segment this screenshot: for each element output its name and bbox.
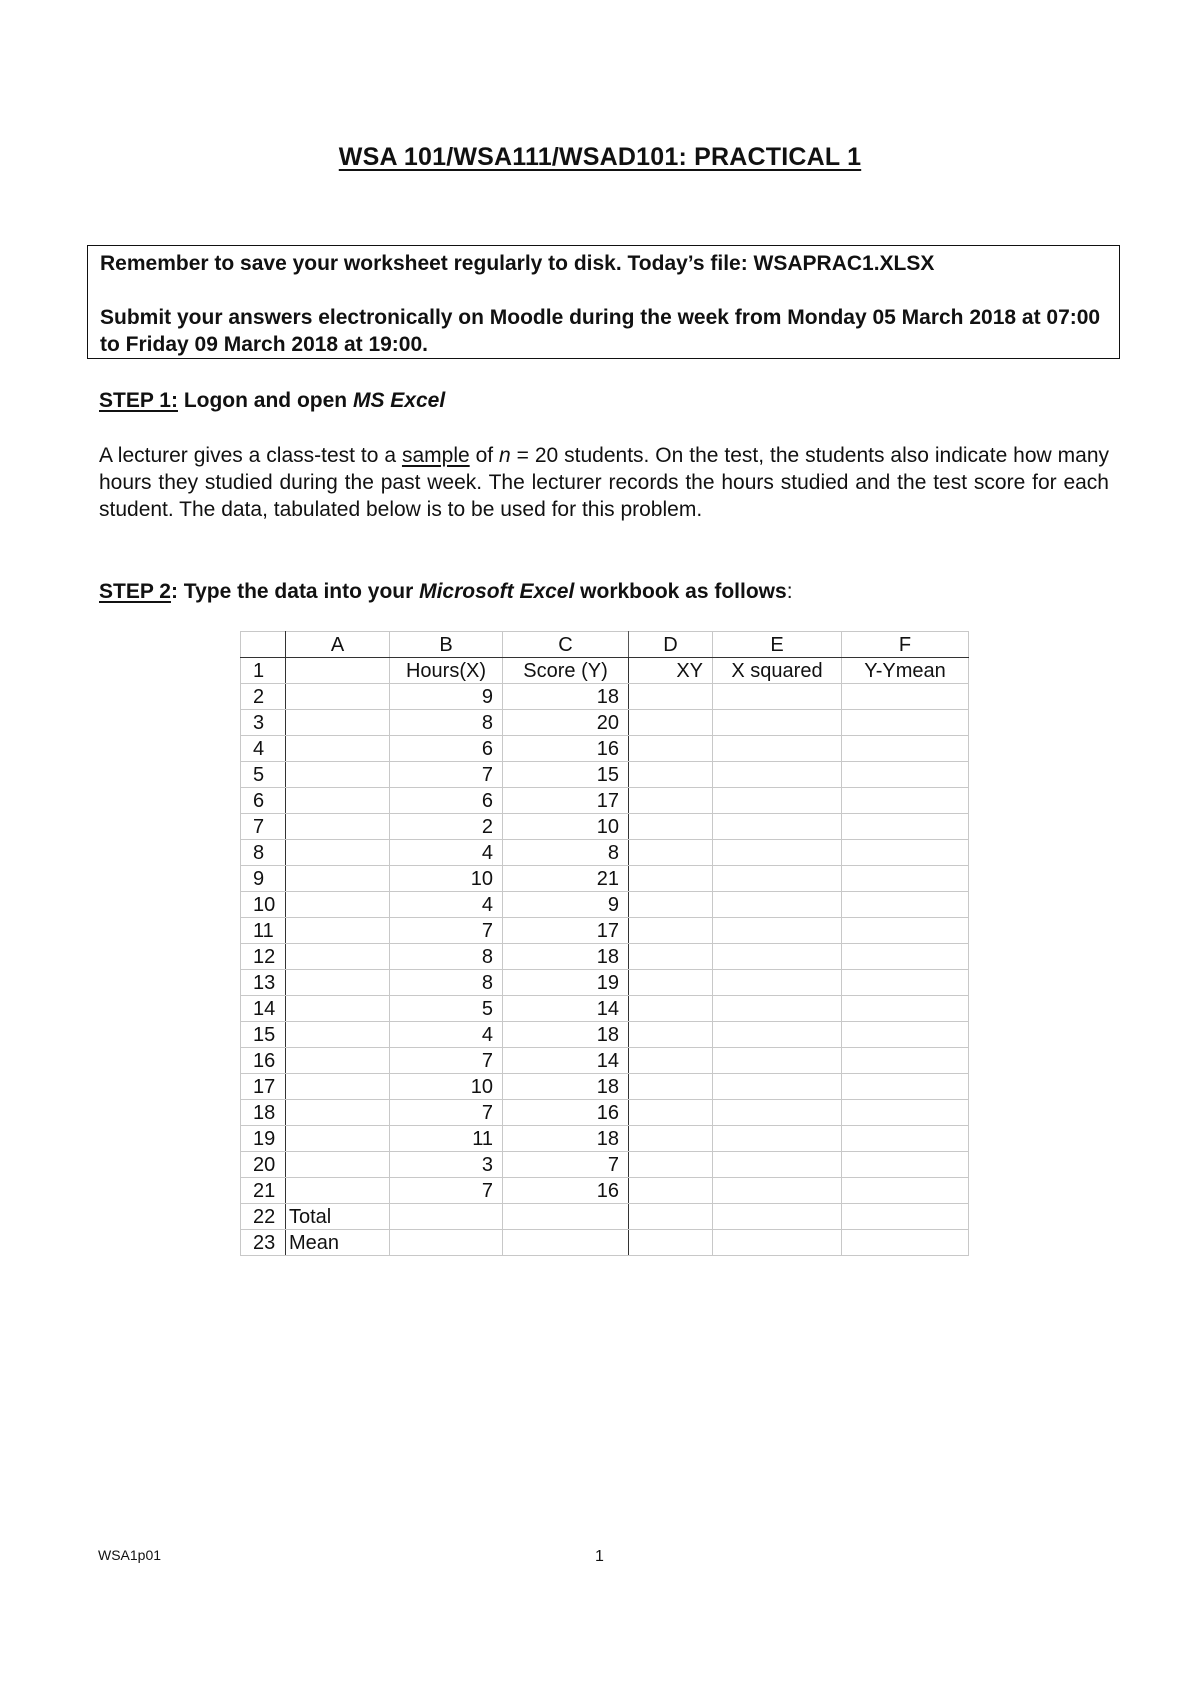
- row-number: 1: [241, 658, 286, 684]
- cell-hours: 3: [390, 1152, 503, 1178]
- cell-x-squared: [713, 814, 842, 840]
- row-number: 8: [241, 840, 286, 866]
- table-row: [241, 1178, 969, 1204]
- row-number: 15: [241, 1022, 286, 1048]
- header-hours: Hours(X): [390, 658, 503, 684]
- n-symbol: n: [499, 444, 511, 467]
- cell-xy: [629, 1100, 713, 1126]
- cell-y-ymean: [842, 814, 969, 840]
- cell-score: [503, 1230, 629, 1256]
- step-1-text: Logon and open: [183, 389, 353, 412]
- submission-instructions: Submit your answers electronically on Moodle during the week from Monday 05 March 2018 at 07:00 to Friday 09 March 2018 at 19:00.: [100, 306, 1101, 356]
- cell-y-ymean: [842, 788, 969, 814]
- cell-xy: [629, 944, 713, 970]
- cell-a: [286, 944, 390, 970]
- cell-x-squared: [713, 1230, 842, 1256]
- cell-a: [286, 996, 390, 1022]
- cell-x-squared: [713, 996, 842, 1022]
- cell-x-squared: [713, 762, 842, 788]
- column-letter: D: [629, 632, 713, 658]
- header-x-squared: X squared: [713, 658, 842, 684]
- cell-score: 9: [503, 892, 629, 918]
- table-row: [241, 788, 969, 814]
- cell-a: [286, 710, 390, 736]
- row-number: 2: [241, 684, 286, 710]
- cell-y-ymean: [842, 1230, 969, 1256]
- cell-x-squared: [713, 1100, 842, 1126]
- step-1-heading: [99, 387, 445, 414]
- cell-y-ymean: [842, 684, 969, 710]
- cell-a: [286, 1100, 390, 1126]
- column-letter: F: [842, 632, 969, 658]
- row-number: 4: [241, 736, 286, 762]
- cell-hours: 7: [390, 918, 503, 944]
- cell-x-squared: [713, 1126, 842, 1152]
- cell-y-ymean: [842, 918, 969, 944]
- table-row: [241, 1100, 969, 1126]
- cell-hours: 4: [390, 892, 503, 918]
- cell-score: 18: [503, 1022, 629, 1048]
- cell-a: [286, 1022, 390, 1048]
- submission-notice-box: [87, 245, 1120, 359]
- summary-label: Mean: [286, 1230, 390, 1256]
- cell-a: [286, 762, 390, 788]
- cell-xy: [629, 996, 713, 1022]
- row-number: 19: [241, 1126, 286, 1152]
- sample-term: sample: [401, 444, 470, 467]
- cell-xy: [629, 684, 713, 710]
- cell-x-squared: [713, 1022, 842, 1048]
- corner-cell: [241, 632, 286, 658]
- header-xy: XY: [629, 658, 713, 684]
- cell-xy: [629, 1048, 713, 1074]
- cell-y-ymean: [842, 1126, 969, 1152]
- cell-score: 17: [503, 788, 629, 814]
- cell-hours: 4: [390, 1022, 503, 1048]
- document-code: WSA1p01: [98, 1547, 162, 1563]
- problem-description: A lecturer gives a class-test to a sample of n = 20 students. On the test, the students also indicate how many hours they studied during the past week. The lecturer records the hours studied and the test score for each student. The data, tabulated below is to be used for this problem.: [99, 444, 1109, 521]
- cell-x-squared: [713, 1048, 842, 1074]
- cell-x-squared: [713, 1204, 842, 1230]
- cell-y-ymean: [842, 892, 969, 918]
- cell-xy: [629, 892, 713, 918]
- cell-hours: 9: [390, 684, 503, 710]
- row-number: 21: [241, 1178, 286, 1204]
- cell-y-ymean: [842, 970, 969, 996]
- cell-score: 19: [503, 970, 629, 996]
- row-number: 22: [241, 1204, 286, 1230]
- cell-hours: 11: [390, 1126, 503, 1152]
- row-number: 11: [241, 918, 286, 944]
- cell-xy: [629, 1230, 713, 1256]
- cell-a: [286, 1126, 390, 1152]
- step-1-label: STEP 1:: [99, 389, 178, 412]
- table-row: [241, 996, 969, 1022]
- step-1-app: MS Excel: [352, 389, 446, 412]
- cell-xy: [629, 918, 713, 944]
- cell-score: 18: [503, 684, 629, 710]
- row-number: 20: [241, 1152, 286, 1178]
- cell-a: [286, 1178, 390, 1204]
- row-number: 17: [241, 1074, 286, 1100]
- cell-score: 14: [503, 996, 629, 1022]
- cell-a: [286, 788, 390, 814]
- row-number: 16: [241, 1048, 286, 1074]
- cell-xy: [629, 1178, 713, 1204]
- cell-y-ymean: [842, 1178, 969, 1204]
- row-number: 14: [241, 996, 286, 1022]
- cell-a: [286, 970, 390, 996]
- cell-hours: 5: [390, 996, 503, 1022]
- cell-x-squared: [713, 684, 842, 710]
- cell-y-ymean: [842, 710, 969, 736]
- cell-score: 20: [503, 710, 629, 736]
- row-number: 3: [241, 710, 286, 736]
- table-row: [241, 814, 969, 840]
- cell-xy: [629, 710, 713, 736]
- cell-score: 18: [503, 1126, 629, 1152]
- page-number: 1: [595, 1548, 604, 1565]
- table-row: [241, 736, 969, 762]
- cell-x-squared: [713, 1178, 842, 1204]
- table-row: [241, 1074, 969, 1100]
- cell-x-squared: [713, 840, 842, 866]
- row-number: 5: [241, 762, 286, 788]
- table-row: [241, 684, 969, 710]
- header-y-ymean: Y-Ymean: [842, 658, 969, 684]
- cell-x-squared: [713, 918, 842, 944]
- cell-xy: [629, 1204, 713, 1230]
- cell-x-squared: [713, 970, 842, 996]
- cell-hours: 7: [390, 1100, 503, 1126]
- row-number: 7: [241, 814, 286, 840]
- cell-xy: [629, 1074, 713, 1100]
- cell-y-ymean: [842, 1022, 969, 1048]
- cell-hours: 7: [390, 1048, 503, 1074]
- summary-row: [241, 1230, 969, 1256]
- cell-hours: 7: [390, 762, 503, 788]
- cell-y-ymean: [842, 1152, 969, 1178]
- step-2-app: Microsoft Excel: [419, 580, 575, 603]
- row-number: 9: [241, 866, 286, 892]
- cell-score: 17: [503, 918, 629, 944]
- row-number: 13: [241, 970, 286, 996]
- cell-y-ymean: [842, 1048, 969, 1074]
- row-number: 18: [241, 1100, 286, 1126]
- cell-xy: [629, 736, 713, 762]
- cell-score: 7: [503, 1152, 629, 1178]
- cell-xy: [629, 970, 713, 996]
- cell-hours: 6: [390, 736, 503, 762]
- cell-a: [286, 892, 390, 918]
- cell-xy: [629, 1152, 713, 1178]
- cell-xy: [629, 762, 713, 788]
- table-row: [241, 1048, 969, 1074]
- save-reminder: Remember to save your worksheet regularly to disk. Today’s file: WSAPRAC1.XLSX: [100, 252, 935, 275]
- cell-hours: 10: [390, 866, 503, 892]
- cell-a: [286, 1152, 390, 1178]
- cell-xy: [629, 814, 713, 840]
- table-row: [241, 1022, 969, 1048]
- cell-score: 18: [503, 1074, 629, 1100]
- cell-score: [503, 1204, 629, 1230]
- spreadsheet-data-table: [240, 631, 969, 1256]
- cell-a: [286, 1048, 390, 1074]
- table-row: [241, 762, 969, 788]
- row-number: 12: [241, 944, 286, 970]
- cell-y-ymean: [842, 944, 969, 970]
- cell-hours: 4: [390, 840, 503, 866]
- cell-score: 15: [503, 762, 629, 788]
- cell-hours: 2: [390, 814, 503, 840]
- cell-xy: [629, 840, 713, 866]
- row-number: 23: [241, 1230, 286, 1256]
- column-letter-row: [241, 632, 969, 658]
- cell-a: [286, 840, 390, 866]
- cell-xy: [629, 788, 713, 814]
- cell-y-ymean: [842, 1074, 969, 1100]
- cell-y-ymean: [842, 1204, 969, 1230]
- cell-y-ymean: [842, 840, 969, 866]
- cell-score: 18: [503, 944, 629, 970]
- table-row: [241, 1152, 969, 1178]
- cell-xy: [629, 1022, 713, 1048]
- cell-a: [286, 684, 390, 710]
- cell-y-ymean: [842, 866, 969, 892]
- header-score: Score (Y): [503, 658, 629, 684]
- cell-x-squared: [713, 892, 842, 918]
- table-row: [241, 710, 969, 736]
- column-letter: C: [503, 632, 629, 658]
- row-number: 6: [241, 788, 286, 814]
- column-letter: A: [286, 632, 390, 658]
- cell-a: [286, 736, 390, 762]
- table-row: [241, 1126, 969, 1152]
- table-row: [241, 918, 969, 944]
- table-row: [241, 840, 969, 866]
- cell-hours: 8: [390, 970, 503, 996]
- step-2-label: STEP 2: [99, 580, 171, 603]
- cell-score: 10: [503, 814, 629, 840]
- summary-row: [241, 1204, 969, 1230]
- cell-xy: [629, 1126, 713, 1152]
- step-2-heading: STEP 2: Type the data into your Microsoft Excel workbook as follows:: [99, 580, 793, 603]
- cell-x-squared: [713, 866, 842, 892]
- cell-score: 16: [503, 1178, 629, 1204]
- cell-x-squared: [713, 944, 842, 970]
- cell-y-ymean: [842, 762, 969, 788]
- table-row: [241, 944, 969, 970]
- column-letter: B: [390, 632, 503, 658]
- cell-a: [286, 866, 390, 892]
- cell-x-squared: [713, 736, 842, 762]
- cell-hours: 10: [390, 1074, 503, 1100]
- cell-score: 14: [503, 1048, 629, 1074]
- cell-a: [286, 1074, 390, 1100]
- cell-x-squared: [713, 710, 842, 736]
- cell-score: 21: [503, 866, 629, 892]
- cell-hours: 7: [390, 1178, 503, 1204]
- cell-score: 8: [503, 840, 629, 866]
- summary-label: Total: [286, 1204, 390, 1230]
- cell-hours: [390, 1230, 503, 1256]
- cell-hours: 6: [390, 788, 503, 814]
- table-row: [241, 892, 969, 918]
- cell-score: 16: [503, 736, 629, 762]
- cell-x-squared: [713, 788, 842, 814]
- cell-a: [286, 918, 390, 944]
- header-cell-a: [286, 658, 390, 684]
- page-title: WSA 101/WSA111/WSAD101: PRACTICAL 1: [338, 143, 862, 171]
- cell-y-ymean: [842, 1100, 969, 1126]
- cell-x-squared: [713, 1074, 842, 1100]
- cell-a: [286, 814, 390, 840]
- cell-xy: [629, 866, 713, 892]
- cell-hours: 8: [390, 944, 503, 970]
- column-letter: E: [713, 632, 842, 658]
- cell-y-ymean: [842, 736, 969, 762]
- table-row: [241, 866, 969, 892]
- cell-hours: 8: [390, 710, 503, 736]
- row-number: 10: [241, 892, 286, 918]
- cell-score: 16: [503, 1100, 629, 1126]
- table-row: [241, 970, 969, 996]
- cell-hours: [390, 1204, 503, 1230]
- header-row: [241, 658, 969, 684]
- cell-y-ymean: [842, 996, 969, 1022]
- cell-x-squared: [713, 1152, 842, 1178]
